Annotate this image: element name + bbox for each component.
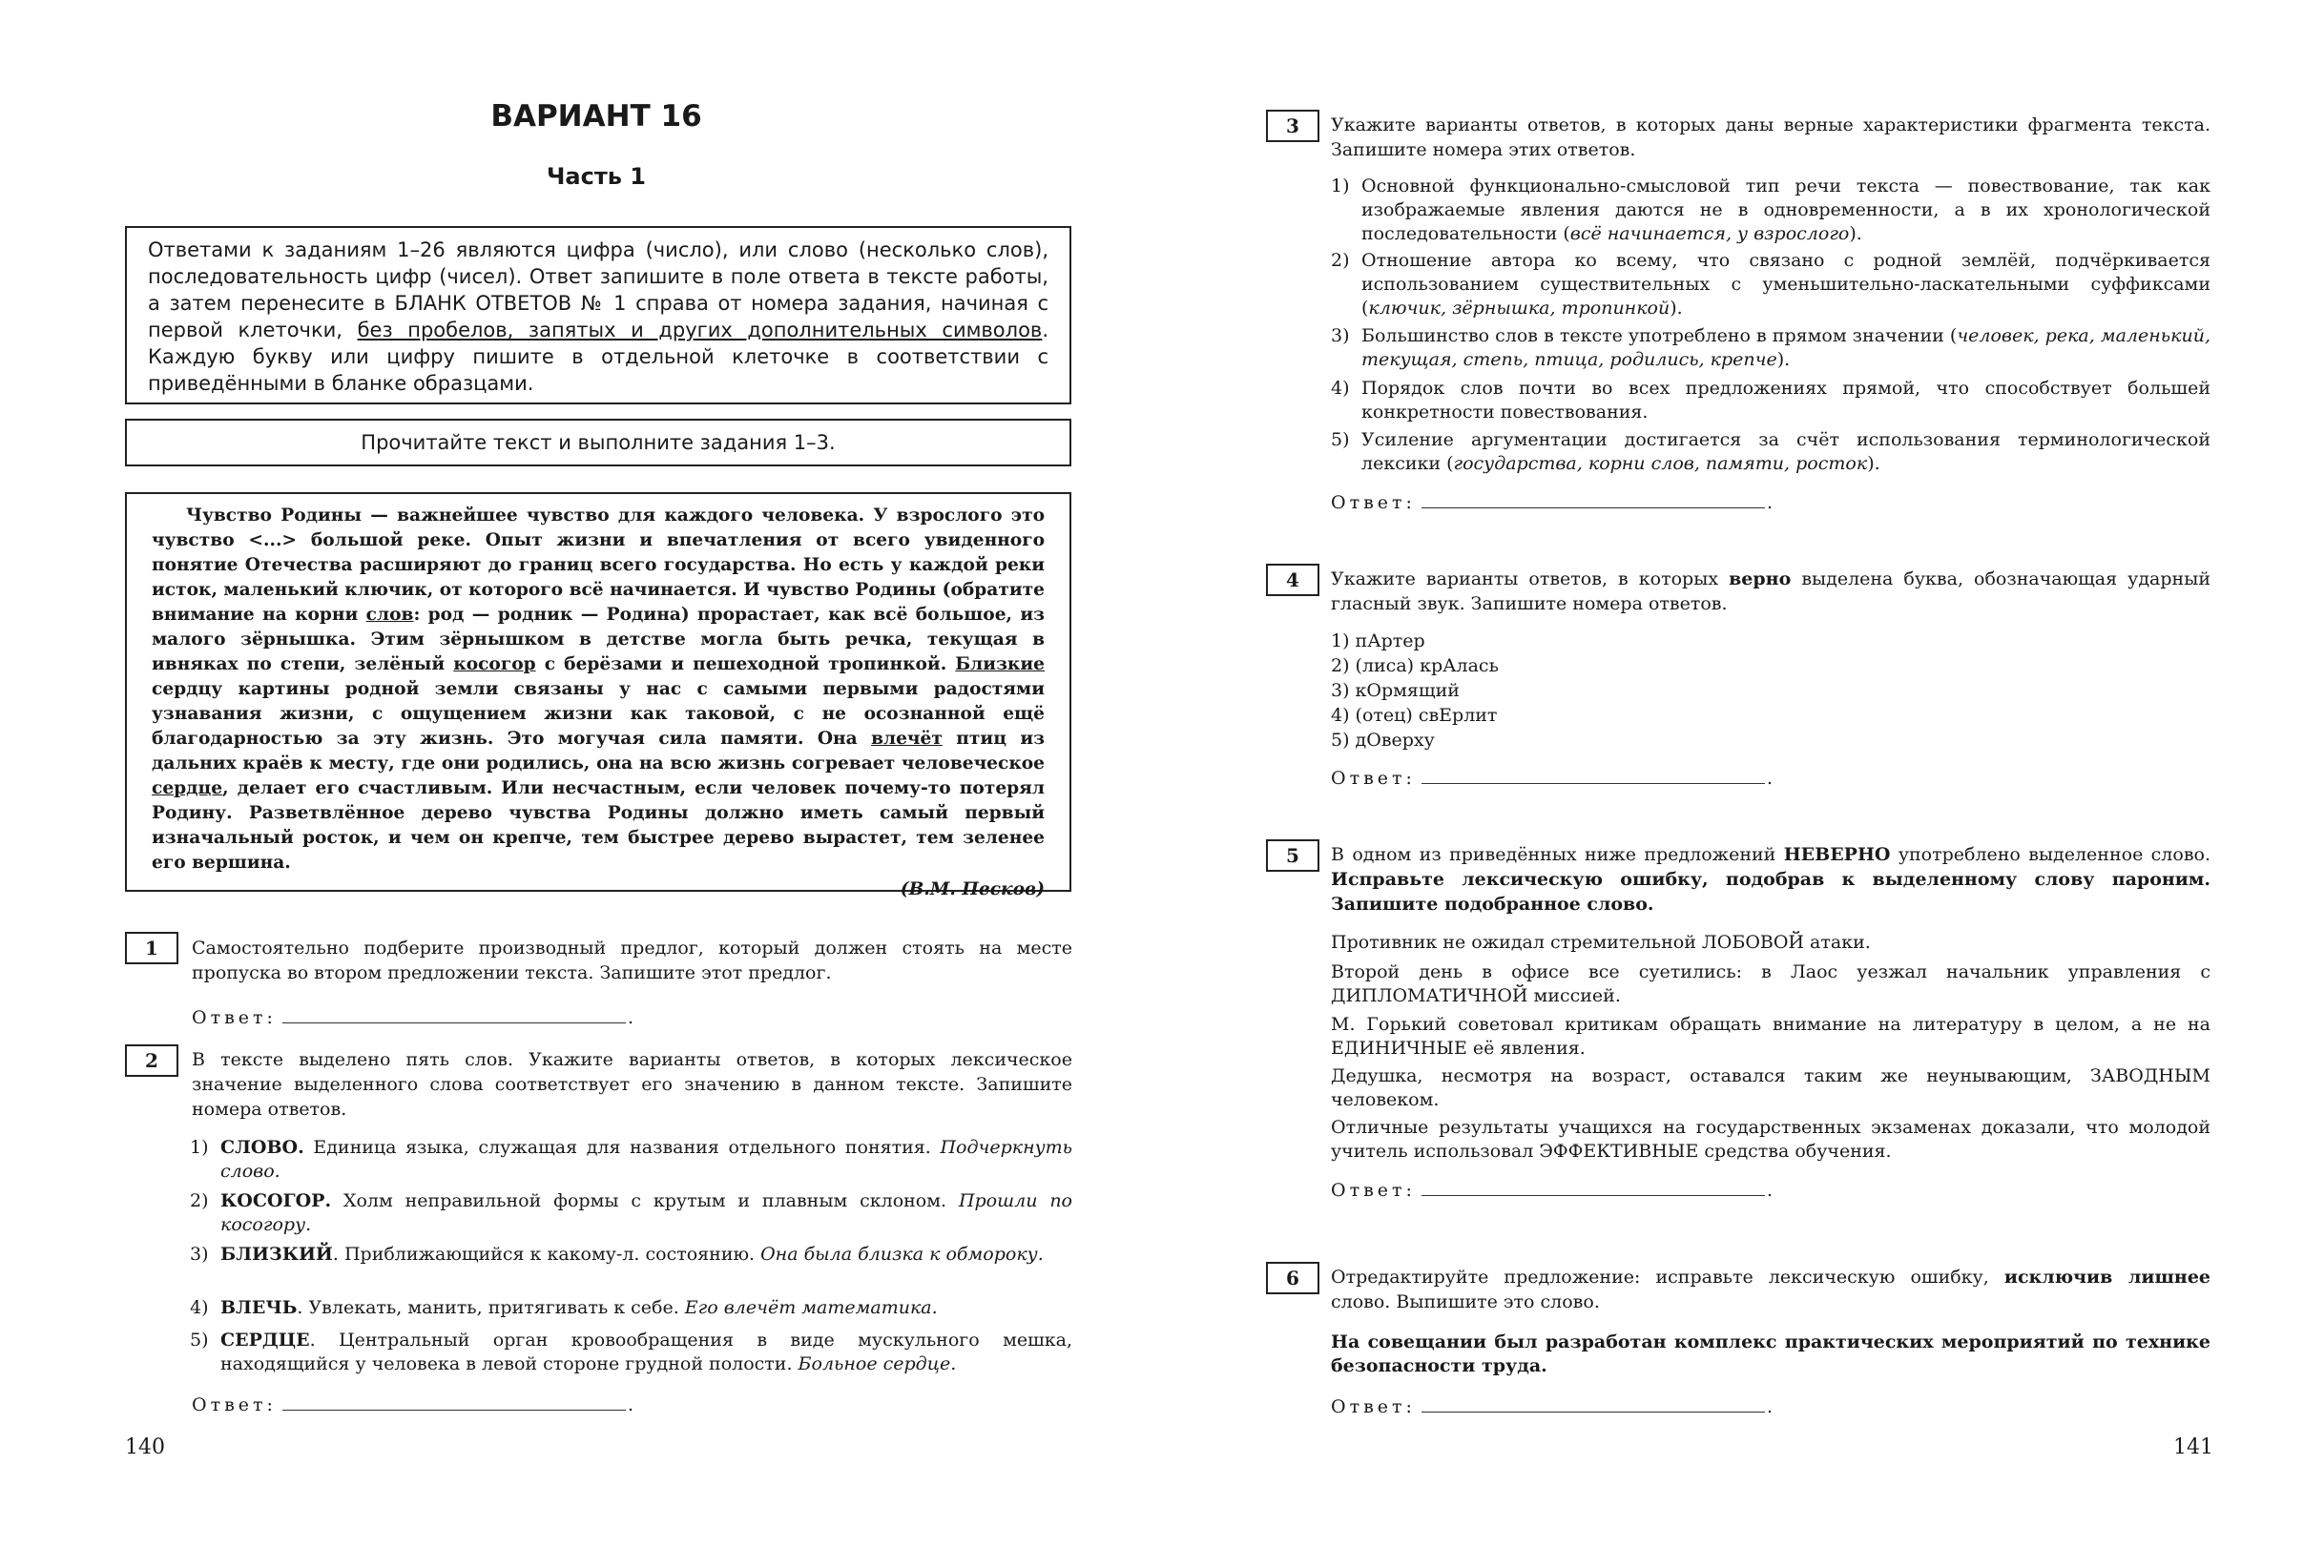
- task-2-option: 5) СЕРДЦЕ. Центральный орган кровообращения в виде мускульного мешка, находящийся у человека в левой стороне грудной полости. Больное сердце.: [190, 1330, 1072, 1374]
- highlighted-word-slovo: слов: [365, 605, 414, 625]
- task-3-option: 2) Отношение автора ко всему, что связано с родной землёй, подчёркивается использованием существительных с уменьшительно-ласкательными суффиксами (ключик, зёрнышка, тропинкой).: [1331, 250, 2210, 319]
- task-1-text: Самостоятельно подберите производный предлог, который должен стоять на месте пропуска во втором предложении текста. Запишите этот предлог.: [192, 938, 1072, 983]
- answer-line[interactable]: [282, 1005, 626, 1023]
- instructions-text: Ответами к заданиям 1–26 являются цифра (число), или слово (несколько слов), последовательность цифр (чисел). Ответ запишите в поле ответа в тексте работы, а затем перенесите в БЛАНК ОТВЕТОВ № 1 справа от номера задания, начиная с первой клеточки,: [148, 238, 1048, 341]
- answer-label: Ответ:: [1331, 1180, 1416, 1201]
- task-4-option: 1) пАртер: [1331, 630, 1425, 651]
- page-number-left: 140: [125, 1435, 165, 1459]
- text-author: (В.М. Песков): [900, 879, 1045, 899]
- task-3-option: 1) Основной функционально-смысловой тип речи текста — повествование, так как изображаемые явления даются не в одновременности, а в их хронологической последовательности (всё начинается, у взрослого).: [1331, 175, 2210, 244]
- task-6-sentence: На совещании был разработан комплекс практических мероприятий по технике безопасности труда.: [1331, 1331, 2210, 1376]
- task-2-option: 2) КОСОГОР. Холм неправильной формы с крутым и плавным склоном. Прошли по косогору.: [190, 1190, 1072, 1235]
- task-2-text: В тексте выделено пять слов. Укажите варианты ответов, в которых лексическое значение выделенного слова соответствует его значению в данном тексте. Запишите номера ответов.: [192, 1049, 1072, 1120]
- task-5-answer[interactable]: Ответ: .: [1331, 1180, 1776, 1201]
- task-3-text: Укажите варианты ответов, в которых даны верные характеристики фрагмента текста. Запишите номера этих ответов.: [1331, 114, 2210, 160]
- page-number-right: 141: [2173, 1435, 2213, 1459]
- task-3-option: 3) Большинство слов в тексте употреблено в прямом значении (человек, река, маленький, текущая, степь, птица, родились, крепче).: [1331, 325, 2210, 370]
- instructions-underlined: без пробелов, запятых и других дополнительных символов: [357, 319, 1043, 341]
- read-instruction-box: [125, 419, 1071, 466]
- task-4-options: [1331, 629, 1999, 753]
- answer-label: Ответ:: [1331, 492, 1416, 513]
- highlighted-word-blizkie: Близкие: [955, 654, 1045, 674]
- task-number-2: 2: [125, 1044, 178, 1077]
- task-5-sentence: М. Горький советовал критикам обращать внимание на литературу в целом, а не на ЕДИНИЧНЫЕ её явления.: [1331, 1014, 2210, 1059]
- reading-text-box: [125, 492, 1071, 899]
- variant-title: ВАРИАНТ 16: [490, 99, 702, 134]
- highlighted-word-vlechet: влечёт: [871, 729, 943, 749]
- task-4-text: Укажите варианты ответов, в которых верно выделена буква, обозначающая ударный гласный звук. Запишите номера ответов.: [1331, 568, 2210, 614]
- task-3-option: 5) Усиление аргументации достигается за счёт использования терминологической лексики (государства, корни слов, памяти, росток).: [1331, 429, 2210, 474]
- task-number-4: 4: [1266, 564, 1319, 596]
- part-title: Часть 1: [547, 163, 646, 190]
- task-number-5: 5: [1266, 839, 1319, 872]
- task-number-1: 1: [125, 932, 178, 964]
- right-page: [1162, 0, 2324, 1568]
- answer-line[interactable]: [1421, 1394, 1765, 1413]
- task-6-text: Отредактируйте предложение: исправьте лексическую ошибку, исключив лишнее слово. Выпишите это слово.: [1331, 1267, 2210, 1312]
- task-2-option: 1) СЛОВО. Единица языка, служащая для названия отдельного понятия. Подчеркнуть слово.: [190, 1137, 1072, 1182]
- instructions-text-end: . Каждую букву или цифру пишите в отдельной клеточке в соответствии с приведёнными в бланке образцами.: [148, 319, 1048, 395]
- answer-label: Ответ:: [192, 1394, 277, 1415]
- task-6-answer[interactable]: Ответ: .: [1331, 1396, 1776, 1417]
- answer-line[interactable]: [1421, 490, 1765, 508]
- task-2-option: 3) БЛИЗКИЙ. Приближающийся к какому-л. состоянию. Она была близка к обмороку.: [190, 1244, 1044, 1265]
- task-5-sentence: Противник не ожидал стремительной ЛОБОВОЙ атаки.: [1331, 932, 1871, 953]
- task-4-answer[interactable]: Ответ: .: [1331, 768, 1776, 789]
- task-2-option: 4) ВЛЕЧЬ. Увлекать, манить, притягивать к себе. Его влечёт математика.: [190, 1297, 938, 1318]
- answer-label: Ответ:: [1331, 1396, 1416, 1417]
- task-5-sentence: Второй день в офисе все суетились: в Лаос уезжал начальник управления с ДИПЛОМАТИЧНОЙ миссией.: [1331, 961, 2210, 1006]
- task-number-6: 6: [1266, 1262, 1319, 1294]
- read-instruction: Прочитайте текст и выполните задания 1–3.: [361, 431, 836, 454]
- instructions-box: [125, 226, 1071, 404]
- task-3-option: 4) Порядок слов почти во всех предложениях прямой, что способствует большей конкретности повествования.: [1331, 378, 2210, 423]
- task-4-option: 3) кОрмящий: [1331, 680, 1460, 701]
- highlighted-word-serdce: сердце: [152, 778, 223, 798]
- answer-line[interactable]: [1421, 1178, 1765, 1196]
- task-5-text: В одном из приведённых ниже предложений НЕВЕРНО употреблено выделенное слово. Исправьте лексическую ошибку, подобрав к выделенному слову пароним. Запишите подобранное слово.: [1331, 844, 2210, 915]
- task-4-option: 5) дОверху: [1331, 730, 1435, 751]
- task-number-3: 3: [1266, 110, 1319, 142]
- task-1-answer[interactable]: Ответ: .: [192, 1007, 637, 1028]
- highlighted-word-kosogor: косогор: [453, 654, 536, 674]
- task-2-answer[interactable]: Ответ: .: [192, 1394, 637, 1415]
- reading-text: Чувство Родины — важнейшее чувство для каждого человека. У взрослого это чувство <...> большой реке. Опыт жизни и впечатления от всего увиденного понятие Отечества расширяют до границ всего государства. Но есть у каждой реки исток, маленький ключик, от которого всё начинается. И чувство Родины (обратите внимание на корни слов: род — родник — Родина) прорастает, как всё большое, из малого зёрнышка. Этим зёрнышком в детстве могла быть речка, текущая в ивняках по степи, зелёный косогор с берёзами и пешеходной тропинкой. Близкие сердцу картины родной земли связаны у нас с самыми первыми радостями узнавания жизни, с ощущением жизни как таковой, с не осознанной ещё благодарностью за эту жизнь. Это могучая сила памяти. Она влечёт птиц из дальних краёв к месту, где они родились, она на всю жизнь согревает человеческое сердце, делает его счастливым. Или несчастным, если человек почему-то потерял Родину. Разветвлённое дерево чувства Родины должно иметь самый первый изначальный росток, и чем он крепче, тем быстрее дерево вырастет, тем зеленее его вершина.: [152, 505, 1045, 873]
- task-5-sentence: Дедушка, несмотря на возраст, оставался таким же неунывающим, ЗАВОДНЫМ человеком.: [1331, 1065, 2210, 1110]
- task-3-answer[interactable]: Ответ: .: [1331, 492, 1776, 513]
- task-4-option: 4) (отец) свЕрлит: [1331, 705, 1498, 726]
- answer-line[interactable]: [282, 1393, 626, 1411]
- answer-line[interactable]: [1421, 766, 1765, 784]
- answer-label: Ответ:: [1331, 768, 1416, 789]
- task-4-option: 2) (лиса) крАлась: [1331, 655, 1499, 676]
- task-5-sentence: Отличные результаты учащихся на государственных экзаменах доказали, что молодой учитель использовал ЭФФЕКТИВНЫЕ средства обучения.: [1331, 1117, 2210, 1162]
- answer-label: Ответ:: [192, 1007, 277, 1028]
